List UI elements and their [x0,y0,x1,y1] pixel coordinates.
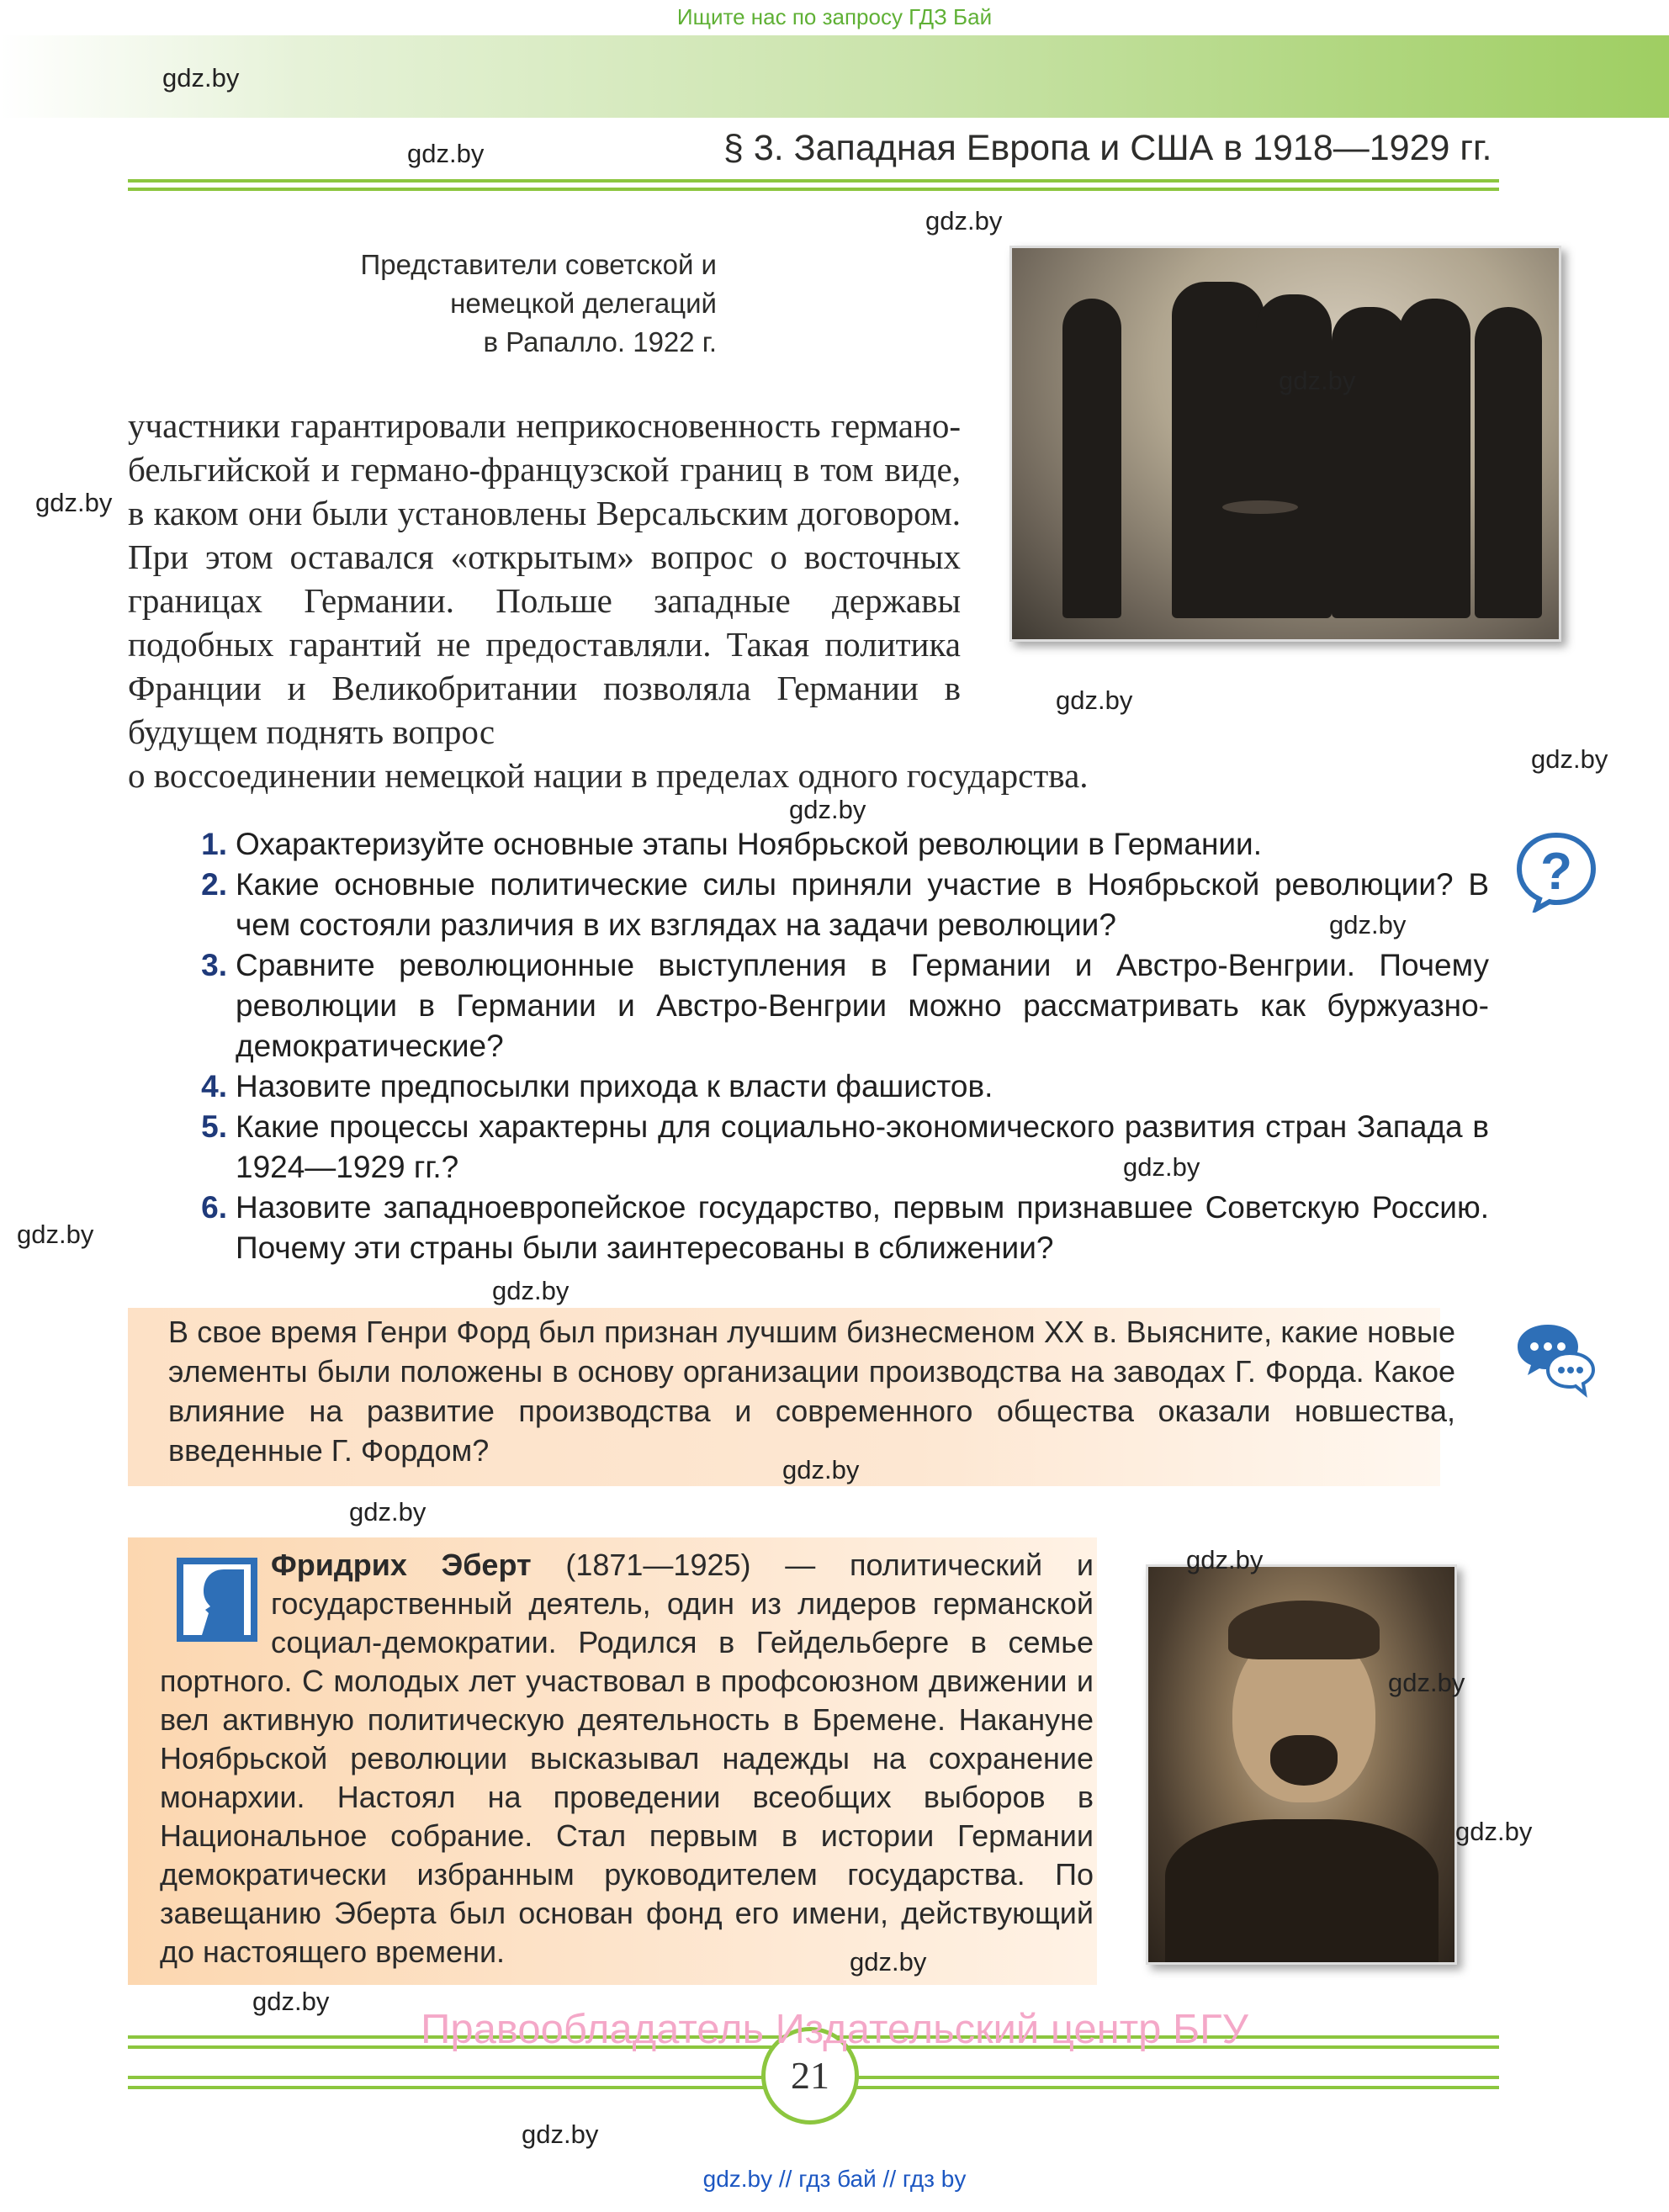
header-band [0,35,1669,118]
watermark: gdz.by [1186,1545,1264,1574]
watermark: gdz.by [1455,1817,1533,1846]
page-title: § 3. Западная Европа и США в 1918—1929 гг. [723,128,1492,168]
watermark: gdz.by [1531,744,1608,774]
header-rule [128,179,1499,183]
watermark: gdz.by [349,1497,427,1527]
question-item: 4. Назовите предпосылки прихода к власти фашистов. [201,1069,993,1103]
header-rule [128,188,1499,191]
biography-description: (1871—1925) — политический и государственный деятель, один из лидеров германской социал-демократии. Родился в Гейдельберге в семье портного. С молодых лет участвовал в профсоюзном движении и вел активную политическую деятельность в Бремене. Накануне Ноябрьской революции высказывал надежды на сохранение монархии. Настоял на проведении всеобщих выборов в Национальное собрание. Стал первым в истории Германии демократически избранным руководителем государства. По завещанию Эберта был основан фонд его имени, действующий до настоящего времени. [160,1548,1094,1969]
top-banner[interactable]: Ищите нас по запросу ГДЗ Бай [676,4,993,29]
photo-caption-line: в Рапалло. 1922 г. [483,326,717,357]
watermark: gdz.by [35,488,113,517]
body-paragraph: участники гарантировали неприкосновенность германо-бельгийской и германо-французской границ в том виде, в каком они были установлены Версальским договором. При этом оставался «открытым» вопрос о восточных границах Германии. Польше западные державы подобных гарантий не предоставляли. Такая политика Франции и Великобритании позволяла Германии в будущем поднять вопрос [128,406,961,751]
discussion-icon [1514,1316,1598,1400]
ebert-portrait [1146,1564,1457,1965]
watermark: gdz.by [789,795,866,824]
watermark: gdz.by [17,1220,94,1249]
watermark: gdz.by [522,2119,599,2149]
watermark: gdz.by [492,1276,570,1305]
question-item: 2. Какие основные политические силы приняли участие в Ноябрьской революции? В чем состояли различия в их взглядах на задачи революции? [201,867,1489,942]
biography-text [160,1546,1094,1971]
watermark: gdz.by [850,1947,927,1977]
footer-links[interactable]: gdz.by // гдз бай // гдз by [702,2166,967,2192]
photo-caption [246,246,717,362]
watermark: gdz.by [252,1987,330,2016]
question-item: 6. Назовите западноевропейское государство, первым признавшее Советскую Россию. Почему эти страны были заинтересованы в сближении? [201,1190,1489,1265]
watermark: gdz.by [1329,910,1407,939]
question-item: 5. Какие процессы характерны для социально-экономического развития стран Запада в 1924—1929 гг.? [201,1109,1489,1184]
watermark: gdz.by [1056,685,1133,715]
page-number: 21 [761,2027,859,2125]
question-icon [1514,828,1598,913]
watermark: gdz.by [1123,1152,1200,1182]
watermark: gdz.by [162,63,240,93]
task-text: В свое время Генри Форд был признан лучшим бизнесменом XX в. Выясните, какие новые элементы были положены в основу организации производства на заводах Г. Форда. Какое влияние на развитие производства и современного общества оказали новшества, введенные Г. Фордом? [168,1315,1455,1468]
question-list [193,824,1489,1268]
watermark: gdz.by [1279,366,1356,395]
rapallo-photo [1009,246,1561,642]
watermark: gdz.by [782,1455,860,1484]
svg-text:?: ? [1540,843,1572,901]
body-paragraph-end: о воссоединении немецкой нации в пределах одного государства. [128,756,1089,795]
watermark: gdz.by [407,139,485,168]
watermark: gdz.by [925,206,1003,235]
question-item: 1. Охарактеризуйте основные этапы Ноябрьской революции в Германии. [201,827,1262,861]
photo-caption-line: Представители советской и немецкой делегаций [360,249,717,319]
question-item: 3. Сравните революционные выступления в Германии и Австро-Венгрии. Почему революции в Германии и Австро-Венгрии можно рассматривать как буржуазно-демократические? [201,948,1489,1063]
copyright-notice: Правообладатель Издательский центр БГУ [421,2007,1248,2052]
watermark: gdz.by [1388,1668,1465,1697]
biography-name: Фридрих Эберт [271,1548,532,1582]
